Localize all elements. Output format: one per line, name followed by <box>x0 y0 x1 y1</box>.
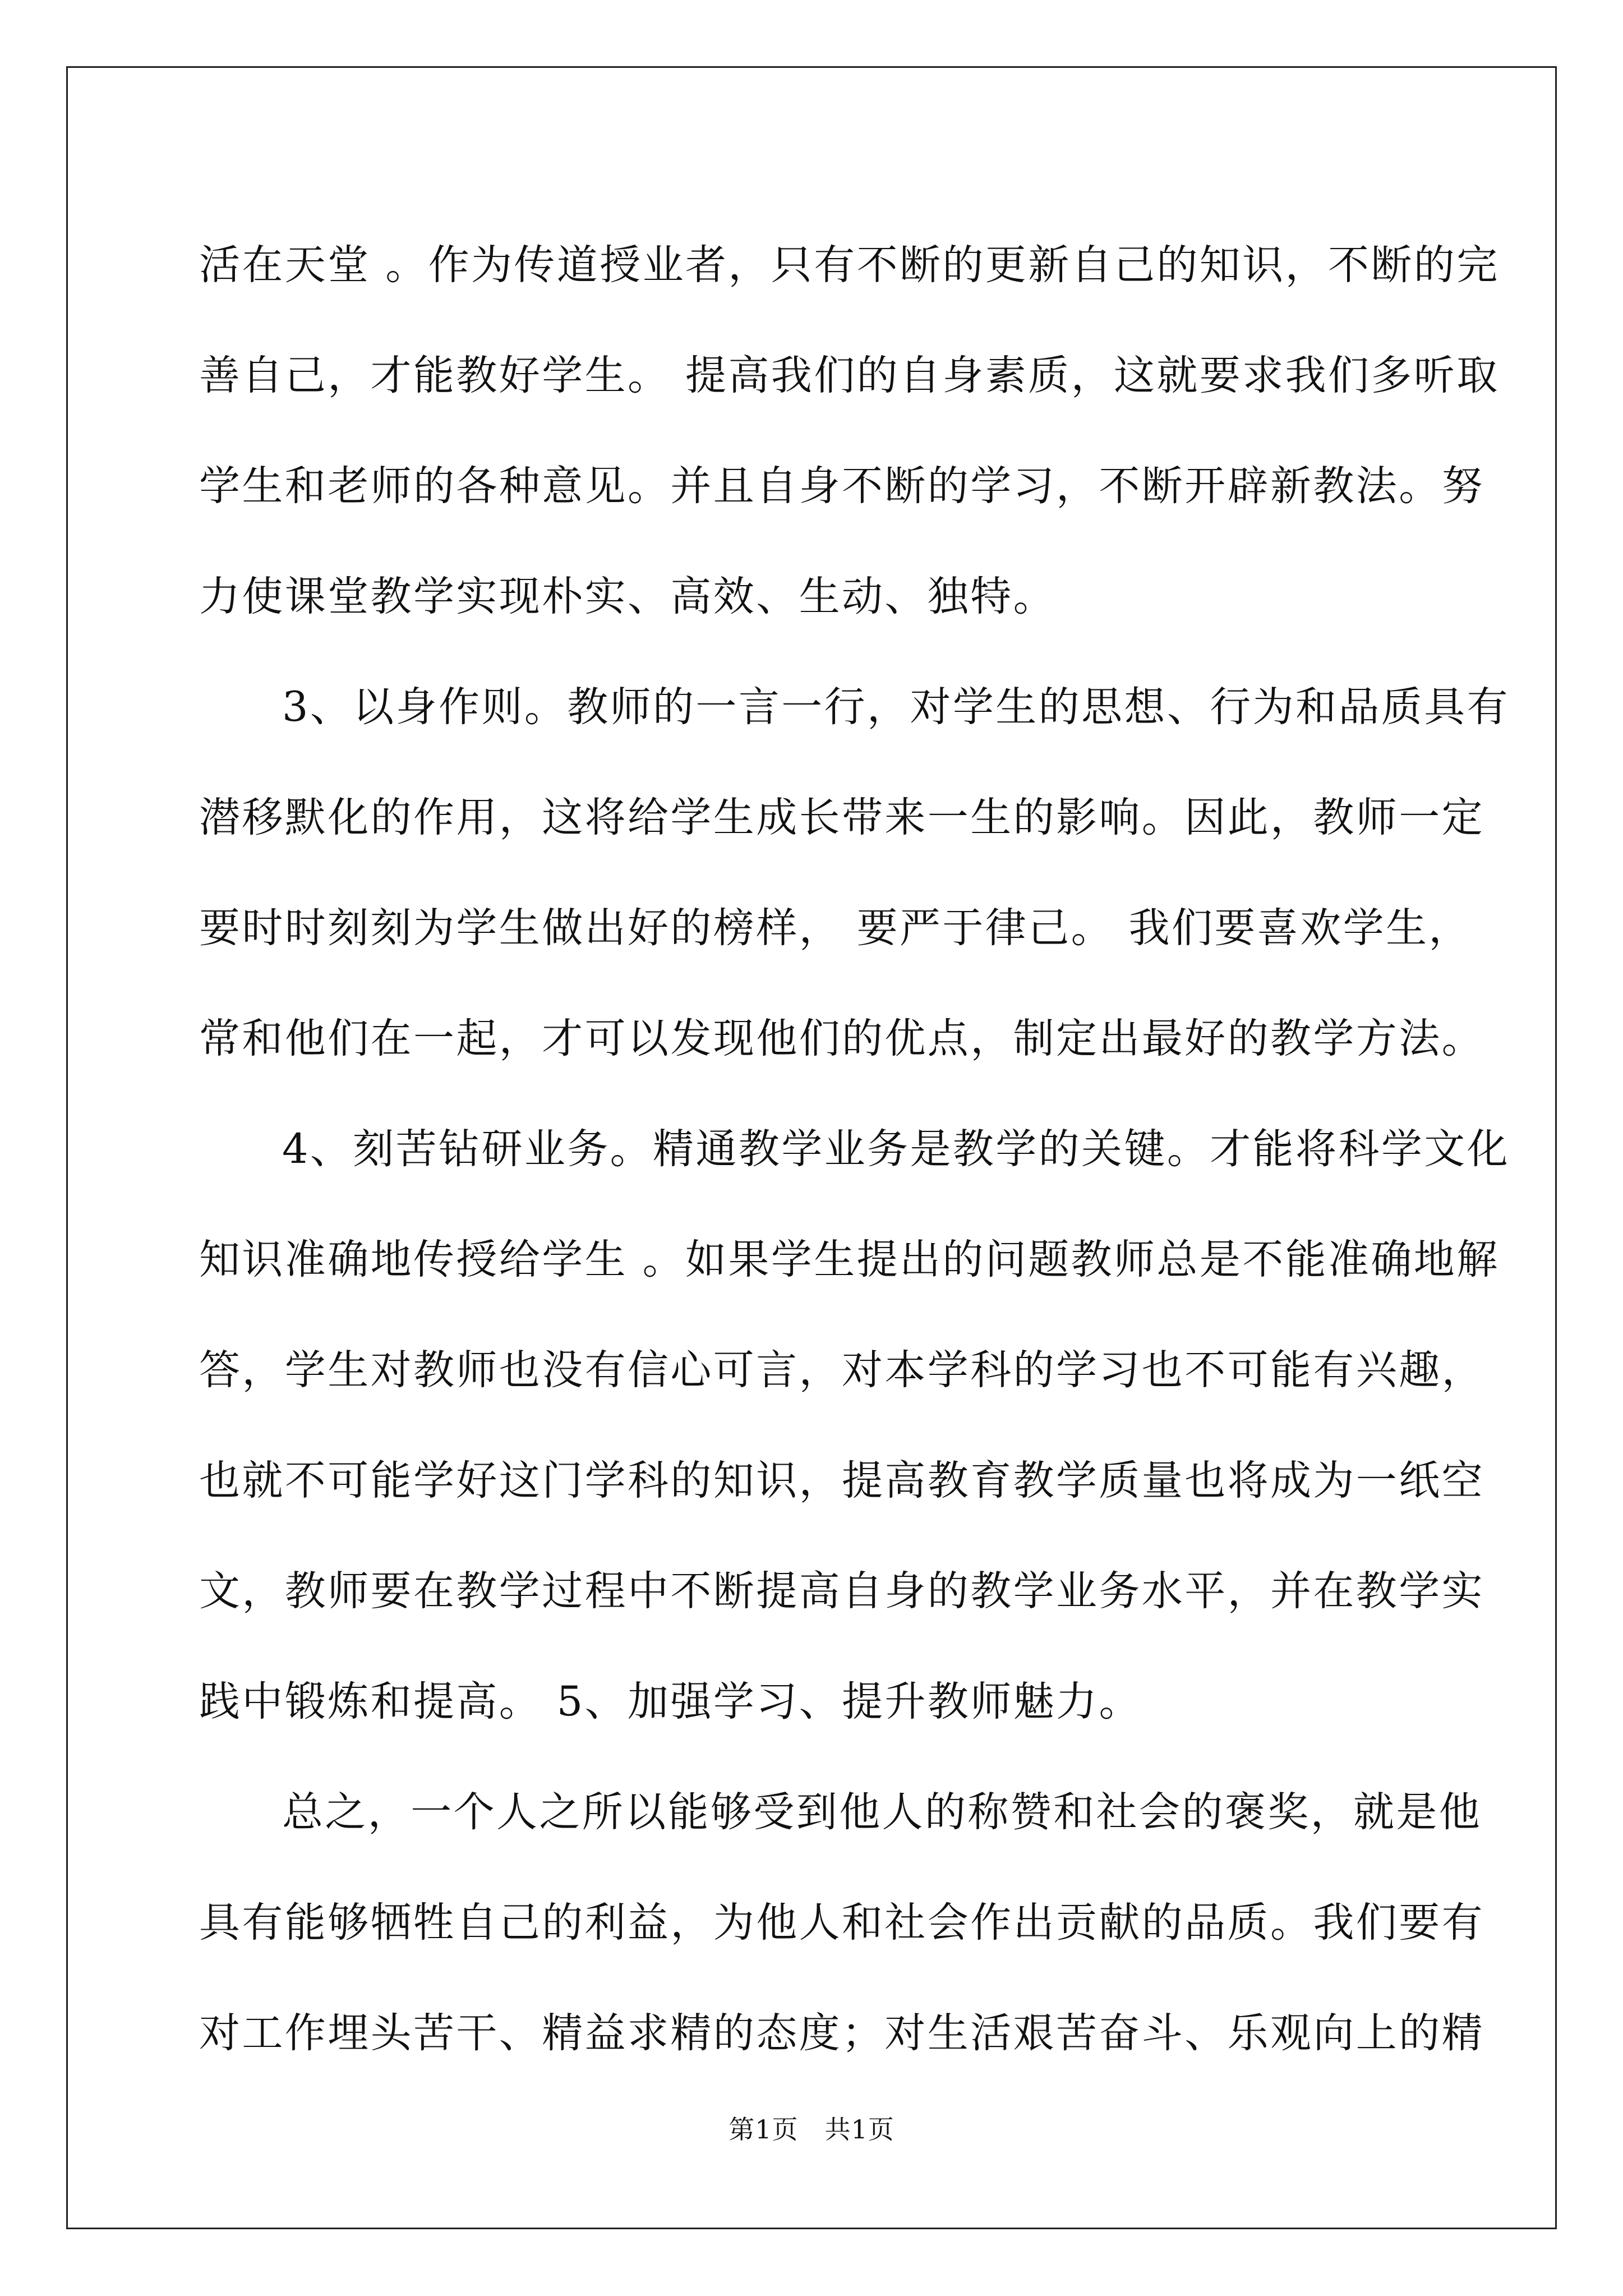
text-line: 知识准确地传授给学生 。如果学生提出的问题教师总是不能准确地解 <box>199 1236 1500 1283</box>
text-line: 4、刻苦钻研业务。精通教学业务是教学的关键。才能将科学文化 <box>282 1125 1510 1173</box>
text-line: 答，学生对教师也没有信心可言，对本学科的学习也不可能有兴趣， <box>199 1346 1484 1394</box>
text-line: 文，教师要在教学过程中不断提高自身的教学业务水平，并在教学实 <box>199 1567 1484 1615</box>
text-line: 也就不可能学好这门学科的知识，提高教育教学质量也将成为一纸空 <box>199 1457 1484 1504</box>
text-line: 常和他们在一起，才可以发现他们的优点，制定出最好的教学方法。 <box>199 1015 1484 1062</box>
text-line: 要时时刻刻为学生做出好的榜样， 要严于律己。 我们要喜欢学生， <box>199 904 1472 952</box>
document-body <box>199 210 1510 2088</box>
text-line: 学生和老师的各种意见。并且自身不断的学习，不断开辟新教法。努 <box>199 462 1484 510</box>
text-line: 活在天堂 。作为传道授业者，只有不断的更新自己的知识，不断的完 <box>199 241 1500 289</box>
text-line: 力使课堂教学实现朴实、高效、生动、独特。 <box>199 573 1056 620</box>
page-number-footer: 第1页 共1页 <box>728 2114 895 2145</box>
text-line: 3、以身作则。教师的一言一行，对学生的思想、行为和品质具有 <box>282 683 1510 731</box>
text-line: 善自己，才能教好学生。 提高我们的自身素质，这就要求我们多听取 <box>199 352 1500 399</box>
text-line: 潜移默化的作用，这将给学生成长带来一生的影响。因此，教师一定 <box>199 794 1484 841</box>
text-line: 践中锻炼和提高。 5、加强学习、提升教师魅力。 <box>199 1678 1142 1726</box>
text-line: 具有能够牺牲自己的利益，为他人和社会作出贡献的品质。我们要有 <box>199 1899 1484 1947</box>
text-line: 总之，一个人之所以能够受到他人的称赞和社会的褒奖，就是他 <box>282 1788 1482 1836</box>
text-line: 对工作埋头苦干、精益求精的态度；对生活艰苦奋斗、乐观向上的精 <box>199 2009 1484 2057</box>
